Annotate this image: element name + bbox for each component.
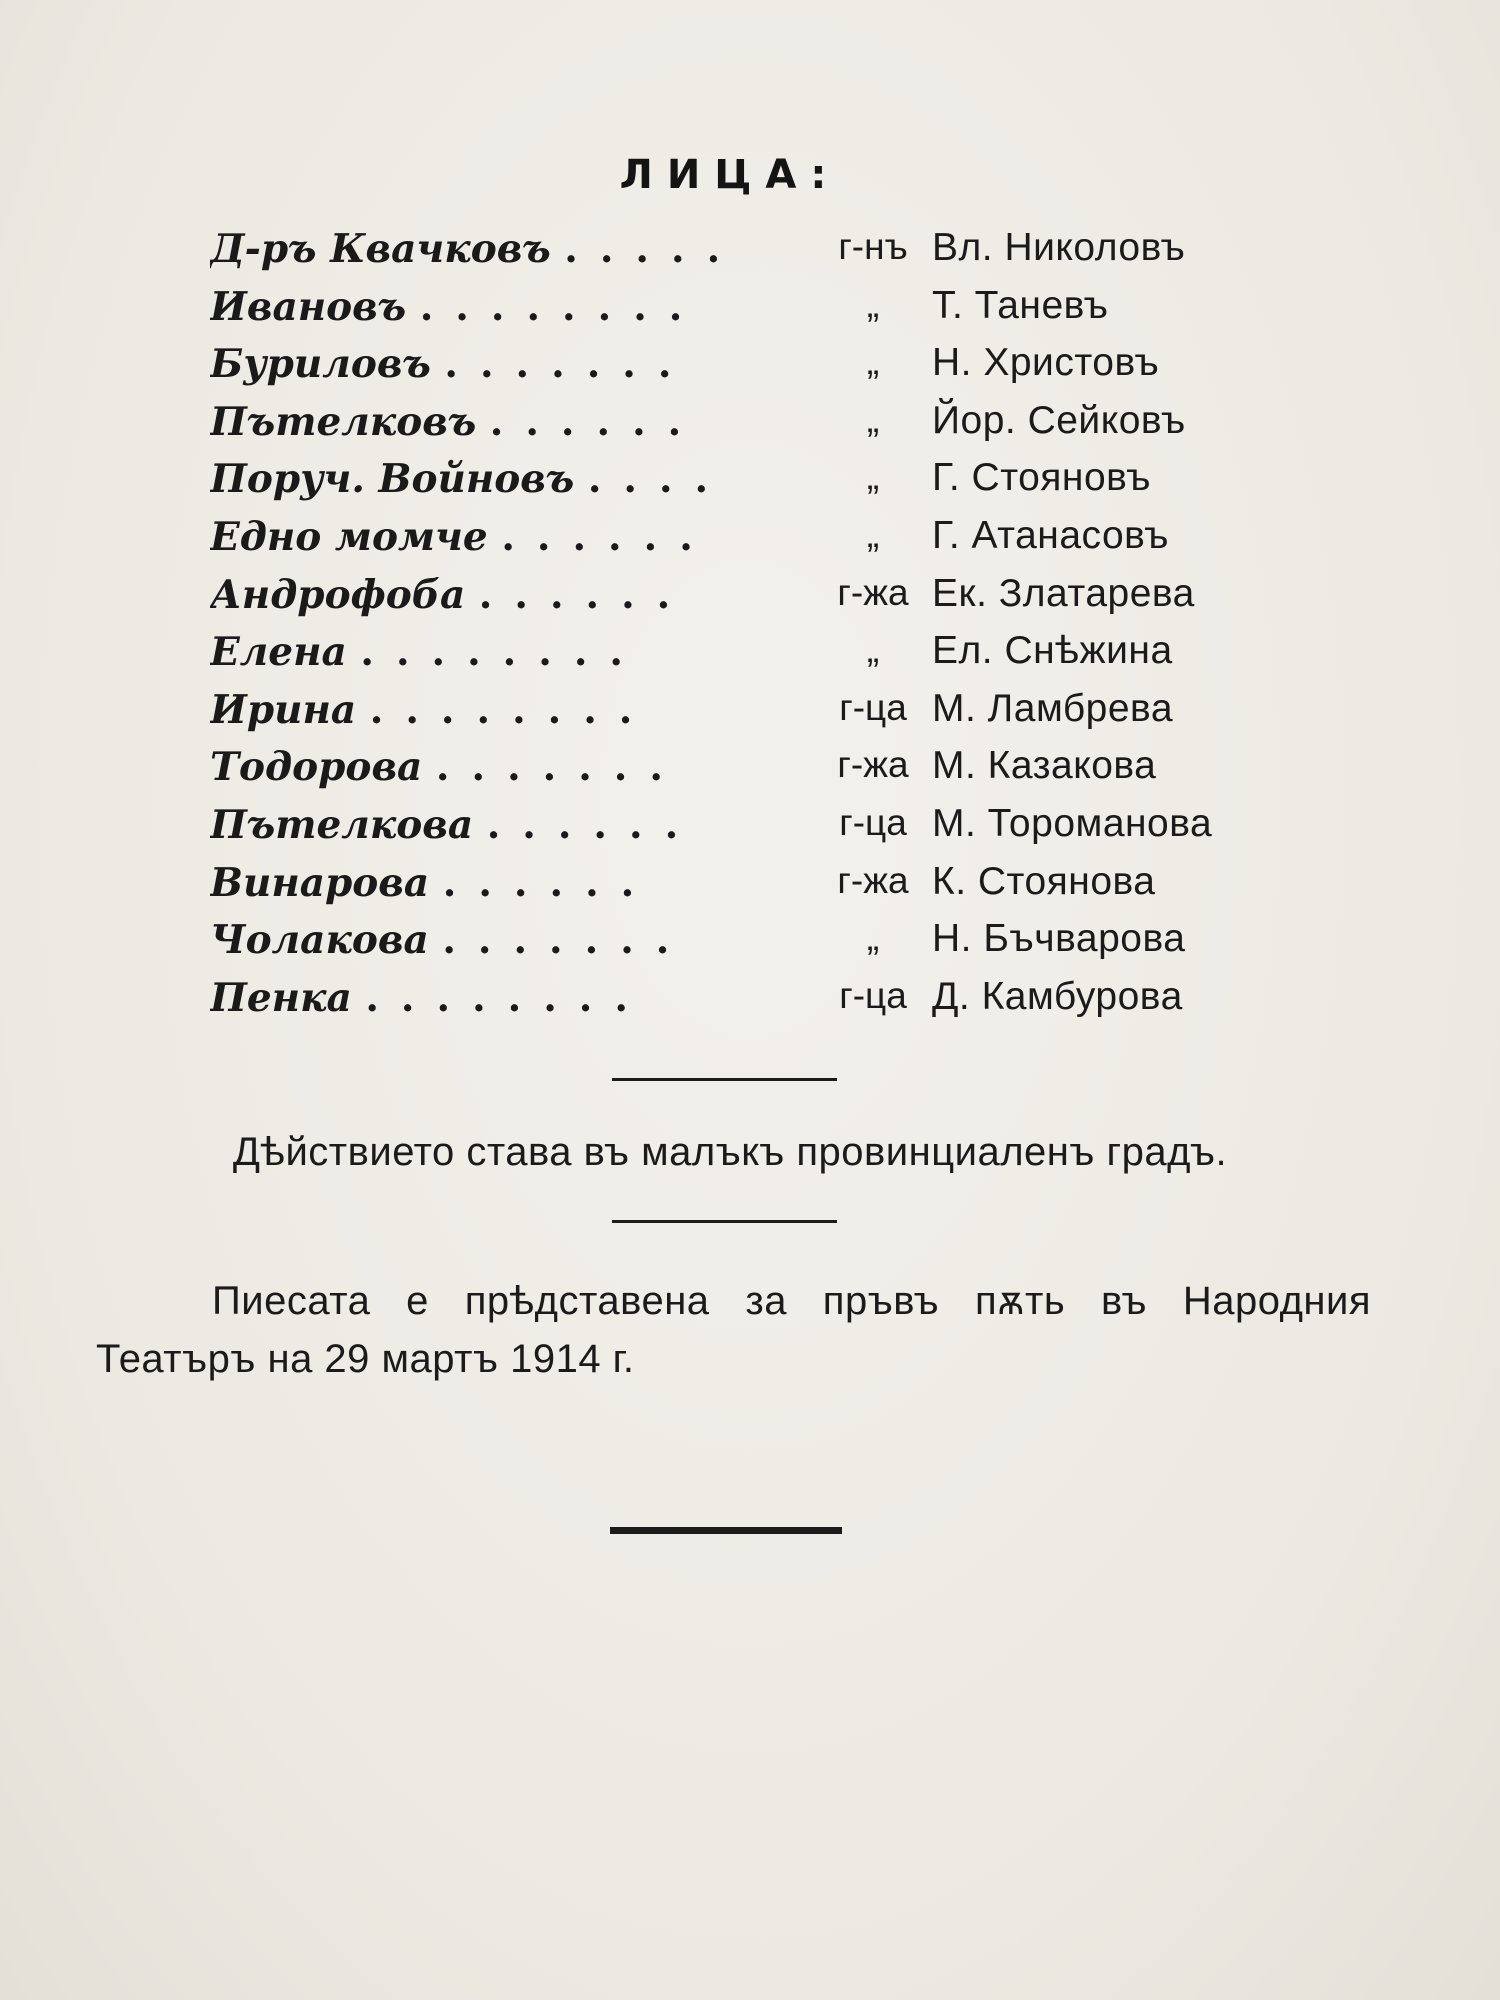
cast-row [210,514,1260,572]
honorific: „ [866,513,880,555]
honorific: „ [866,456,880,498]
cast-row [210,629,1260,687]
cast-row [210,860,1260,918]
actor-name: Н. Христовъ [932,341,1160,385]
cast-row [210,226,1260,284]
honorific: г-жа [837,744,909,786]
honorific: „ [866,398,880,440]
role-name: Едно момче ...... [210,513,715,560]
role-name: Пътелкова ...... [210,801,701,848]
actor-name: Г. Стояновъ [932,456,1151,500]
role-name: Чолакова ....... [210,917,692,964]
actor-name: К. Стоянова [932,859,1156,903]
leader-dots: ........ [419,283,705,330]
leader-dots: ...... [442,859,657,906]
closing-rule [610,1527,842,1534]
leader-dots: .... [587,456,731,503]
actor-name: Д. Камбурова [932,974,1183,1018]
cast-row [210,572,1260,630]
honorific: г-нъ [838,226,908,267]
actor-name: Вл. Николовъ [932,226,1186,269]
cast-row [210,284,1260,342]
honorific: г-ца [839,974,907,1016]
cast-row [210,341,1260,399]
leader-dots: ...... [486,801,701,848]
role-name: Буриловъ ....... [210,341,694,388]
role-name: Елена ........ [210,629,645,676]
actor-name: Т. Таневъ [932,283,1109,327]
leader-dots: ..... [564,226,743,272]
honorific: г-ца [839,801,907,843]
cast-row [210,744,1260,802]
honorific: г-жа [837,571,909,613]
divider-rule [612,1078,837,1081]
role-name: Ивановъ ........ [210,283,705,330]
honorific: г-жа [837,859,909,901]
honorific: „ [866,917,880,959]
cast-row [210,917,1260,975]
actor-name: М. Ламбрева [932,686,1174,730]
honorific: „ [866,341,880,383]
leader-dots: ...... [501,513,715,560]
actor-name: Г. Атанасовъ [932,513,1169,557]
role-name: Ирина ........ [210,686,655,733]
leader-dots: ........ [360,629,645,676]
cast-row [210,399,1260,457]
leader-dots: ........ [365,974,650,1021]
role-name: Поруч. Войновъ .... [210,456,731,503]
role-name: Пътелковъ ...... [210,398,704,445]
cast-row [210,975,1260,1033]
leader-dots: ...... [489,398,704,445]
cast-list [210,226,1260,1032]
actor-name: Ел. Снѣжина [932,629,1173,673]
actor-name: Н. Бъчварова [932,917,1186,961]
cast-row [210,802,1260,860]
premiere-note: Пиесата е прѣдставена за пръвъ пѫть въ Народния Театъръ на 29 мартъ 1914 г. [96,1279,1371,1381]
actor-name: Йор. Сейковъ [932,398,1186,442]
setting-note: Дѣйствието става въ малъкъ провинциаленъ градъ. [232,1130,1228,1174]
honorific: г-ца [839,686,907,728]
honorific: „ [866,283,880,325]
actor-name: М. Тороманова [932,801,1213,845]
role-name: Пенка ........ [210,974,650,1021]
actor-name: Ек. Златарева [932,571,1195,615]
role-name: Тодорова ....... [210,744,685,791]
divider-rule [612,1220,837,1223]
role-name: Андрофоба ...... [210,571,693,618]
leader-dots: ........ [369,686,655,733]
cast-row [210,687,1260,745]
leader-dots: ....... [444,341,694,388]
cast-row [210,456,1260,514]
honorific: „ [866,629,880,671]
actor-name: М. Казакова [932,744,1157,788]
page-heading: ЛИЦА: [619,152,841,198]
role-name: Винарова ...... [210,859,657,906]
leader-dots: ....... [435,744,685,791]
leader-dots: ...... [478,571,693,618]
role-name: Д-ръ Квачковъ ..... [210,226,743,272]
leader-dots: ....... [442,917,692,964]
